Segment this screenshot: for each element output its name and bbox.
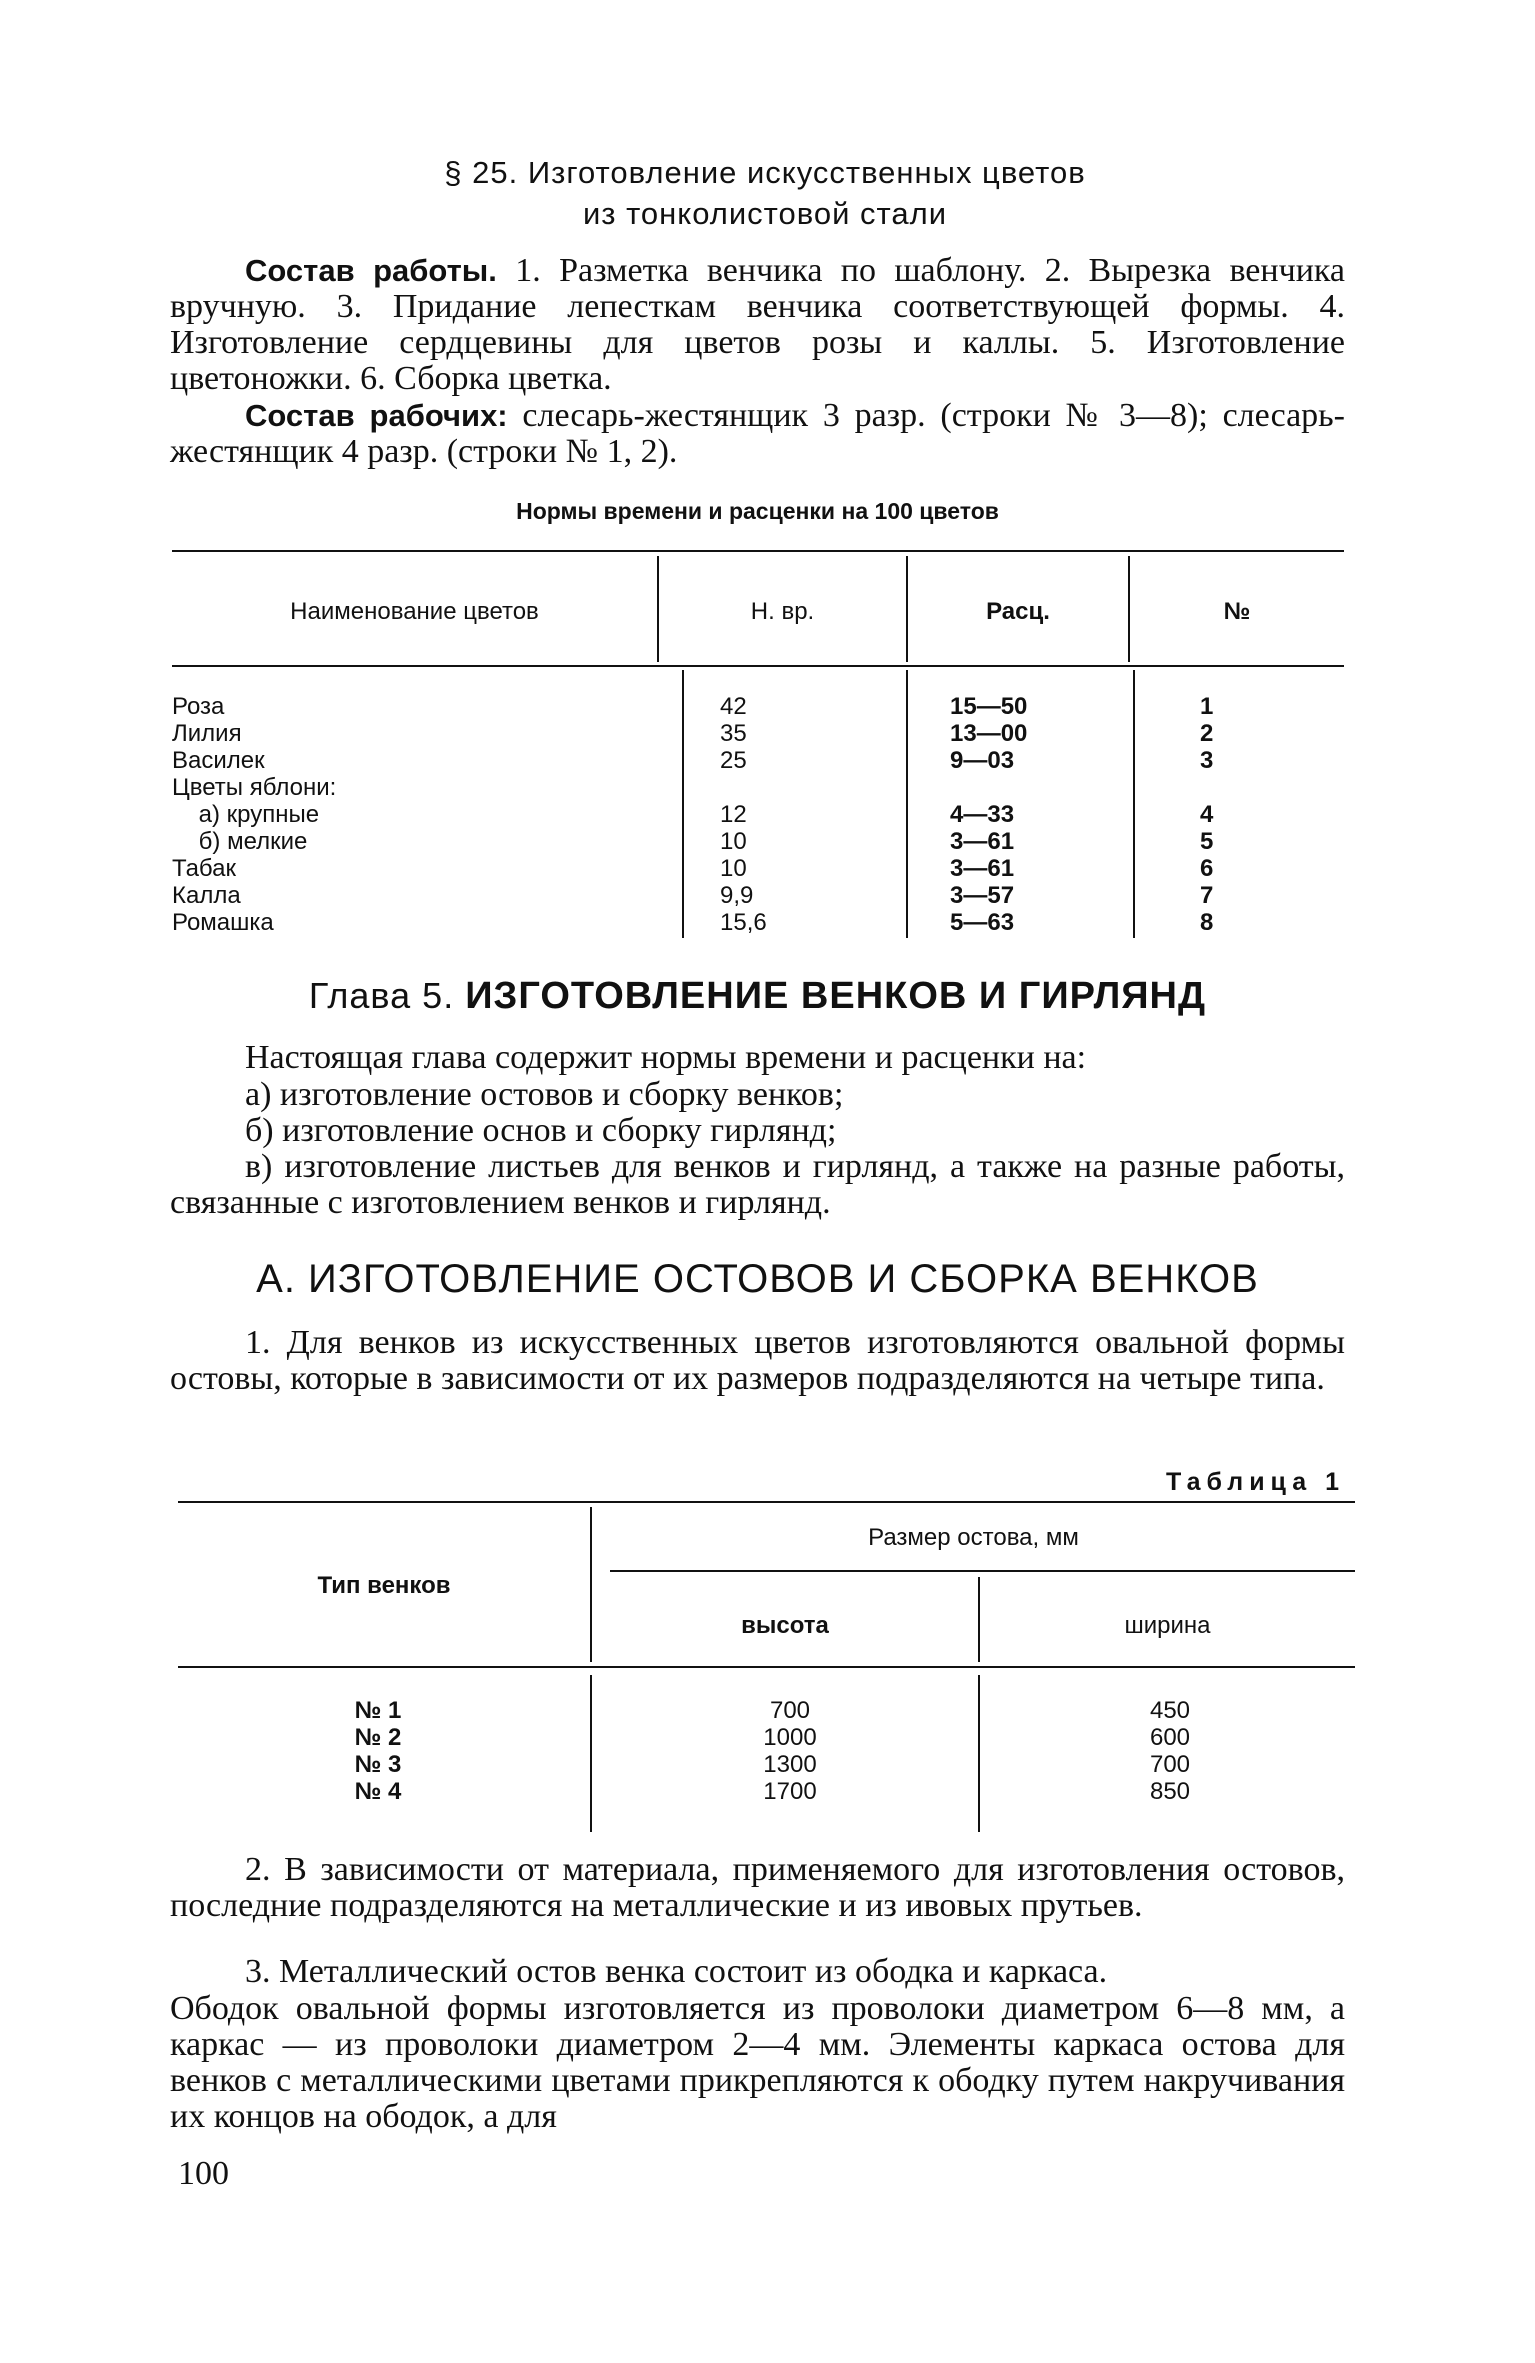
table-row-no: 8	[1200, 909, 1214, 936]
col-time	[720, 693, 840, 936]
header-height: высота	[741, 1612, 829, 1639]
table-row-name: Табак	[172, 855, 236, 882]
workers-text: слесарь-жестянщик 3 разр. (строки № 3—8); слесарь-жестянщик 4 разр. (строки № 1, 2).	[170, 397, 1346, 470]
table-row-time: 25	[720, 747, 747, 774]
table-row-price: 9—03	[950, 747, 1015, 774]
table-row-name: б) мелкие	[172, 828, 308, 855]
table-row-price: 3—61	[950, 828, 1015, 855]
table-row-type: № 1	[354, 1697, 402, 1724]
section-title-line1: § 25. Изготовление искусственных цветов	[444, 155, 1086, 190]
table-row-price: 13—00	[950, 720, 1028, 747]
paragraph-3: 3. Металлический остов венка состоит из ободка и каркаса.	[245, 1953, 1108, 1990]
table-row-time: 35	[720, 720, 747, 747]
header-width: ширина	[1124, 1612, 1211, 1639]
table-row-width: 450	[1149, 1697, 1191, 1724]
section-title	[170, 152, 1360, 234]
work-text: 1. Разметка венчика по шаблону. 2. Вырезка венчика вручную. 3. Придание лепесткам венчика соответствующей формы. 4. Изготовление сердцевины для цветов розы и каллы. 5. Изготовление цветоножки. 6. Сборка цветка.	[170, 252, 1345, 397]
table-row-type: № 4	[354, 1778, 402, 1805]
subsection-p1: 1. Для венков из искусственных цветов изготовляются овальной формы остовы, которые в зависимости от их размеров подразделяются на четыре типа.	[170, 1324, 1345, 1397]
table-row-no: 7	[1200, 882, 1214, 909]
paragraph-4: Ободок овальной формы изготовляется из проволоки диаметром 6—8 мм, а каркас — из проволоки диаметром 2—4 мм. Элементы каркаса остова для венков с металлическими цветами прикрепляются к ободку путем накручивания их концов на ободок, а для	[170, 1990, 1345, 2135]
table-row-time: 12	[720, 801, 747, 828]
chapter-intro: Настоящая глава содержит нормы времени и расценки на:	[245, 1039, 1087, 1076]
table-row-name: Лилия	[172, 720, 242, 747]
table-row-time: 10	[720, 828, 747, 855]
workers-composition	[170, 398, 1345, 470]
table-row-type: № 3	[354, 1751, 402, 1778]
table2-header-rule	[178, 1666, 1355, 1668]
table-row-no: 4	[1200, 801, 1214, 828]
workers-label: Состав рабочих:	[245, 398, 508, 433]
table-row-price: 4—33	[950, 801, 1015, 828]
table-row-time: 10	[720, 855, 747, 882]
col-price	[950, 693, 1090, 936]
table-row-price: 3—61	[950, 855, 1015, 882]
table-row-time	[720, 774, 840, 801]
col-no	[1200, 693, 1280, 936]
table-row-price	[950, 774, 1090, 801]
header-no: №	[1223, 598, 1251, 625]
table-row-time: 15,6	[720, 909, 767, 936]
col-type	[318, 1697, 438, 1805]
chapter-item-a: а) изготовление остовов и сборку венков;	[245, 1076, 844, 1113]
table1-top-rule	[172, 550, 1344, 552]
table-row-name: Ромашка	[172, 909, 274, 936]
table-row-name: Василек	[172, 747, 265, 774]
table-row-name: Роза	[172, 693, 225, 720]
table-row-price: 3—57	[950, 882, 1015, 909]
page-number: 100	[178, 2155, 229, 2192]
table-row-height: 1300	[763, 1751, 817, 1778]
table-row-name: Калла	[172, 882, 241, 909]
table-row-width: 700	[1149, 1751, 1191, 1778]
col-height	[720, 1697, 860, 1805]
header-name: Наименование цветов	[290, 598, 539, 625]
table-row-type: № 2	[354, 1724, 402, 1751]
table-row-width: 600	[1149, 1724, 1191, 1751]
table1-caption: Нормы времени и расценки на 100 цветов	[516, 498, 999, 524]
header-time: Н. вр.	[750, 598, 815, 625]
work-label: Состав работы.	[245, 253, 497, 288]
col-names	[172, 693, 677, 936]
chapter-item-b: б) изготовление основ и сборку гирлянд;	[245, 1112, 837, 1149]
header-type: Тип венков	[317, 1572, 451, 1599]
table-row-height: 1700	[763, 1778, 817, 1805]
chapter-title	[170, 975, 1345, 1018]
header-price: Расц.	[986, 598, 1050, 625]
paragraph-2: 2. В зависимости от материала, применяемого для изготовления остовов, последние подразделяются на металлические и из ивовых прутьев.	[170, 1851, 1345, 1924]
col-width	[1110, 1697, 1230, 1805]
chapter-item-c: в) изготовление листьев для венков и гирлянд, а также на разные работы, связанные с изготовлением венков и гирлянд.	[170, 1148, 1345, 1221]
table-row-no: 6	[1200, 855, 1214, 882]
table2-label: Таблица 1	[1165, 1468, 1345, 1496]
table-row-price: 5—63	[950, 909, 1015, 936]
table-row-no: 1	[1200, 693, 1214, 720]
table-row-no: 2	[1200, 720, 1214, 747]
table-row-time: 9,9	[720, 882, 754, 909]
work-composition	[170, 253, 1345, 397]
table-row-name: Цветы яблони:	[172, 774, 337, 801]
chapter-name: ИЗГОТОВЛЕНИЕ ВЕНКОВ И ГИРЛЯНД	[465, 975, 1207, 1017]
table-row-width: 850	[1149, 1778, 1191, 1805]
table-row-height: 700	[769, 1697, 811, 1724]
table-row-price: 15—50	[950, 693, 1028, 720]
table-row-no	[1200, 774, 1280, 801]
table-row-no: 5	[1200, 828, 1214, 855]
table-row-no: 3	[1200, 747, 1214, 774]
table-row-name: а) крупные	[172, 801, 320, 828]
header-size: Размер остова, мм	[868, 1524, 1079, 1551]
table-row-height: 1000	[763, 1724, 817, 1751]
table-row-time: 42	[720, 693, 747, 720]
section-title-line2: из тонколистовой стали	[582, 196, 948, 231]
chapter-prefix: Глава 5.	[308, 975, 455, 1016]
table1-header-rule	[172, 665, 1344, 667]
table2-top-rule	[178, 1501, 1355, 1503]
subsection-title: А. ИЗГОТОВЛЕНИЕ ОСТОВОВ И СБОРКА ВЕНКОВ	[256, 1257, 1259, 1301]
